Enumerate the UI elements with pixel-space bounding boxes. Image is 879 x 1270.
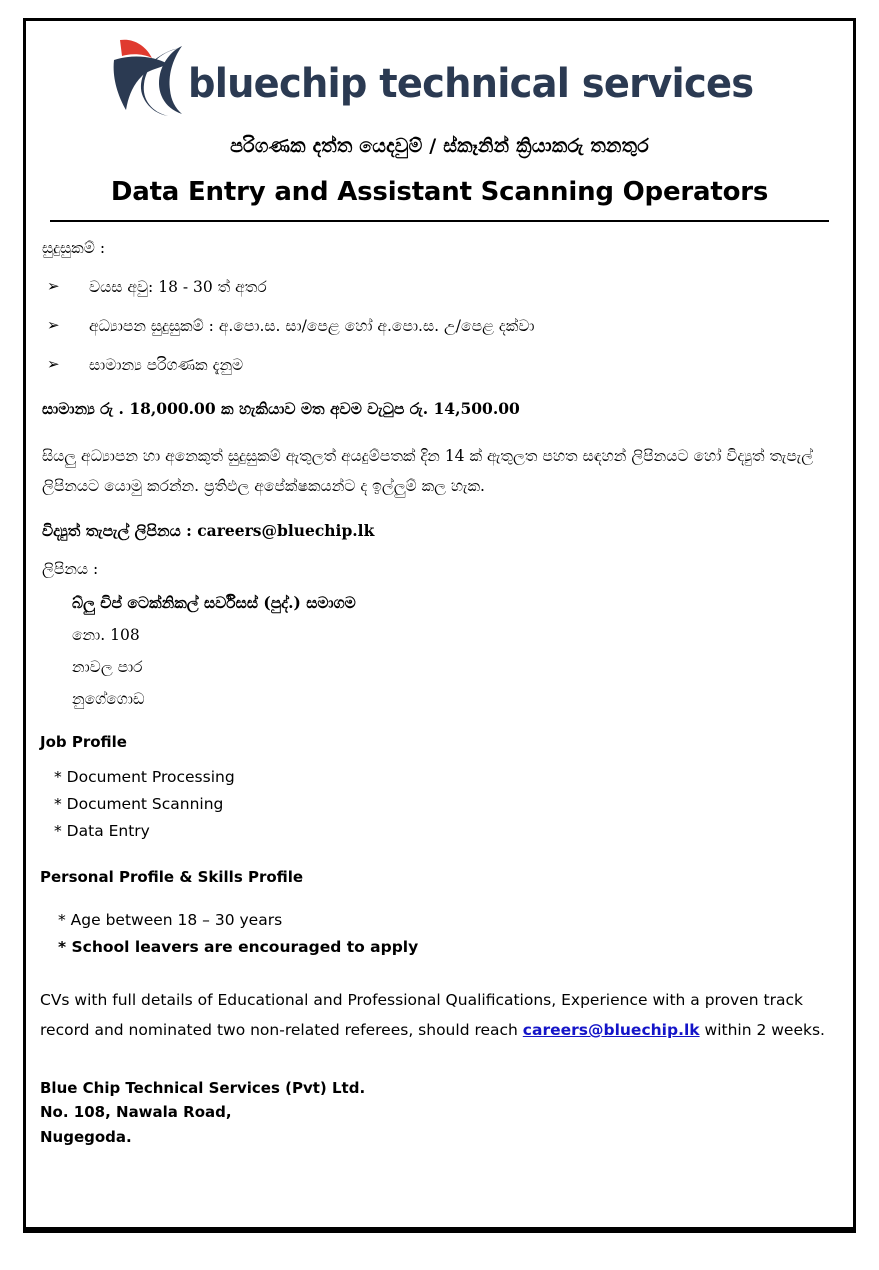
- cv-note-text-before: CVs with full details of Educational and Professional Qualifications, Experience with a proven track record and nominated two non-related referees, should reach: [40, 990, 803, 1039]
- job-profile-list: [40, 764, 839, 844]
- qualification-item: [42, 356, 837, 375]
- salary-statement: සාමාන්‍ය රු . 18,000.00 ක හැකියාව මත අවම වැටුප රු. 14,500.00: [42, 399, 520, 418]
- address-company: බ්ලු චිප් ටෙක්නිකල් සර්විසස් (පුද්.) සමාගම: [72, 593, 356, 613]
- address-number: නො. 108: [72, 626, 140, 645]
- footer-street: No. 108, Nawala Road,: [40, 1103, 232, 1122]
- personal-profile-list: [40, 907, 839, 960]
- personal-profile-item: * Age between 18 – 30 years: [58, 911, 283, 930]
- qualification-text: අධ්‍යාපන සුදුසුකම් : අ.පො.ස. සා/පෙළ හෝ අ.පො.ස. උ/පෙළ දක්වා: [89, 317, 535, 335]
- address-street: නාවල පාර: [72, 658, 143, 677]
- arrow-bullet-icon: ➢: [47, 355, 60, 373]
- cv-note-text-after: within 2 weeks.: [699, 1020, 825, 1039]
- page-title-sinhala: පරිගණක දත්ත යෙදවුම් / ස්කෑනින් ක්‍රියාකරු තනතුර: [230, 135, 649, 157]
- qualification-text: සාමාන්‍ය පරිගණක දැනුම: [89, 356, 244, 374]
- advertisement-page: [23, 18, 856, 1233]
- personal-profile-item: * School leavers are encouraged to apply: [58, 938, 419, 957]
- footer-company-name: Blue Chip Technical Services (Pvt) Ltd.: [40, 1079, 366, 1098]
- footer-city: Nugegoda.: [40, 1127, 132, 1146]
- qualification-item: [42, 278, 837, 297]
- cv-email-link[interactable]: careers@bluechip.lk: [522, 1020, 700, 1039]
- email-label: විද්‍යුත් තැපැල් ලිපිනය :: [42, 521, 198, 541]
- arrow-bullet-icon: ➢: [47, 277, 60, 295]
- page-title-english: Data Entry and Assistant Scanning Operators: [110, 177, 769, 207]
- cv-submission-note: [40, 985, 839, 1045]
- email-line: [42, 521, 837, 541]
- personal-profile-heading: Personal Profile & Skills Profile: [40, 868, 304, 887]
- postal-address: [42, 593, 837, 709]
- job-profile-item: * Data Entry: [54, 821, 150, 840]
- job-profile-heading: Job Profile: [40, 733, 127, 752]
- footer-address: [40, 1076, 839, 1149]
- address-label: ලිපිනය :: [42, 560, 99, 579]
- company-logo: [40, 31, 839, 123]
- email-address: careers@bluechip.lk: [197, 521, 375, 541]
- job-profile-item: * Document Processing: [54, 768, 235, 787]
- address-city: නුගේගොඩ: [72, 690, 145, 709]
- logo-wordmark: bluechip technical services: [188, 61, 754, 107]
- qualification-text: වයස අවු: 18 - 30 ත් අතර: [89, 278, 267, 296]
- application-instructions: සියලු අධ්‍යාපන හා අනෙකුත් සුදුසුකම් ඇතුලත් අයදුම්පතක් දින 14 ක් ඇතුලත පහත සඳහන් ලිපිනයට හෝ විද්‍යුත් තැපැල් ලිපිනයට යොමු කරන්න. ප්‍රතිඵල අපේක්ෂකයන්ට ද ඉල්ලුම් කල හැක.: [42, 447, 814, 496]
- arrow-bullet-icon: ➢: [47, 316, 60, 334]
- title-divider: [50, 220, 829, 222]
- job-profile-item: * Document Scanning: [54, 795, 224, 814]
- bluechip-bird-logo-icon: [102, 34, 190, 120]
- qualifications-label: සුදුසුකම් :: [42, 239, 106, 257]
- qualification-item: [42, 317, 837, 336]
